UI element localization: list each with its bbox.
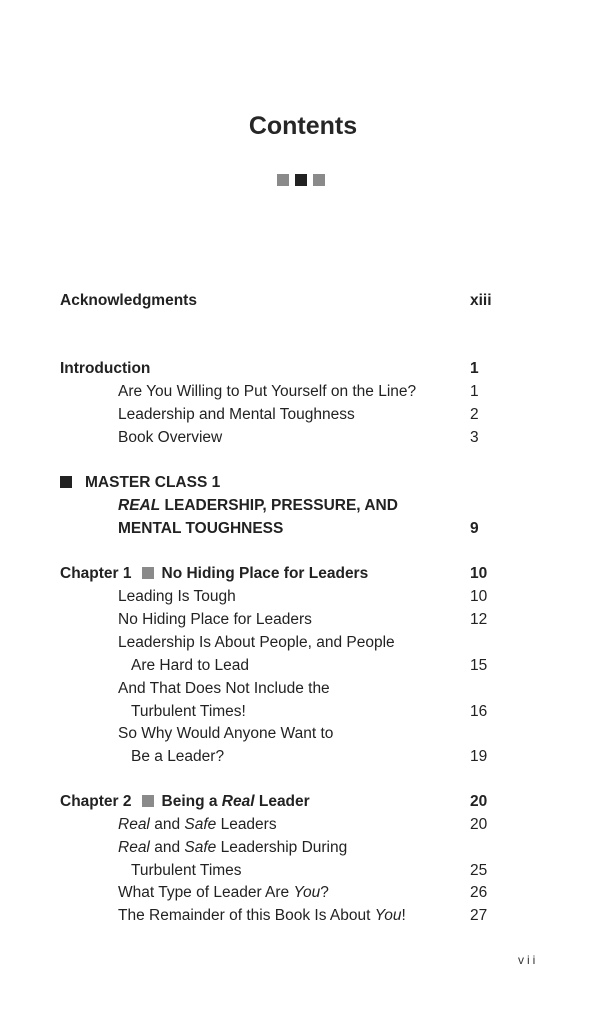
chapter-label: Chapter 1 (60, 565, 132, 582)
toc-subentry-continuation[interactable]: Are Hard to Lead (131, 657, 250, 674)
toc-page: 20 (470, 816, 488, 833)
text-run: and (149, 816, 185, 833)
italic-word: Real (118, 839, 150, 856)
toc-entry-introduction[interactable]: Introduction (60, 360, 151, 377)
italic-word: You (293, 884, 321, 901)
chapter-title: No Hiding Place for Leaders (161, 565, 369, 582)
toc-subentry[interactable] (118, 904, 406, 927)
toc-page: 25 (470, 862, 488, 879)
toc-page: 27 (470, 907, 488, 924)
toc-page: 1 (470, 383, 479, 400)
square-separator-icon (142, 567, 154, 579)
master-class-title-line1 (118, 494, 398, 517)
square-bullet-icon (60, 476, 72, 488)
text-run: ? (320, 884, 329, 901)
ornament-square-left (277, 174, 289, 186)
toc-subentry[interactable]: No Hiding Place for Leaders (118, 611, 312, 628)
toc-subentry[interactable]: Book Overview (118, 429, 223, 446)
ornament-square-right (313, 174, 325, 186)
text-run: What Type of Leader Are (118, 884, 294, 901)
text-run: Leaders (216, 816, 277, 833)
master-class-title-italic: REAL (118, 497, 161, 514)
toc-page-introduction: 1 (470, 360, 479, 377)
toc-page: 26 (470, 884, 488, 901)
toc-entry-master-class[interactable] (60, 471, 220, 494)
toc-page: 15 (470, 657, 488, 674)
toc-subentry[interactable] (118, 836, 347, 859)
toc-subentry[interactable]: Leadership and Mental Toughness (118, 406, 355, 423)
toc-subentry[interactable]: And That Does Not Include the (118, 680, 330, 697)
toc-page-chapter-1: 10 (470, 565, 488, 582)
toc-page: 19 (470, 748, 488, 765)
text-run: and (149, 839, 185, 856)
text-run: Leadership During (216, 839, 348, 856)
ornament-square-middle (295, 174, 307, 186)
toc-subentry[interactable] (118, 881, 329, 904)
text-run: ! (401, 907, 406, 924)
page-number: vii (518, 953, 539, 967)
page-title: Contents (248, 112, 358, 140)
chapter-label: Chapter 2 (60, 793, 132, 810)
chapter-title-post: Leader (254, 793, 310, 810)
toc-entry-chapter-2[interactable] (60, 790, 310, 813)
chapter-title-italic: Real (221, 793, 255, 810)
italic-word: Safe (184, 816, 217, 833)
toc-subentry[interactable]: So Why Would Anyone Want to (118, 725, 334, 742)
text-run: The Remainder of this Book Is About (118, 907, 375, 924)
toc-page-chapter-2: 20 (470, 793, 488, 810)
toc-page: 16 (470, 703, 488, 720)
chapter-title-pre: Being a (161, 793, 222, 810)
toc-subentry[interactable]: Leadership Is About People, and People (118, 634, 395, 651)
toc-page-acknowledgments: xiii (470, 292, 492, 309)
toc-page: 10 (470, 588, 488, 605)
master-class-title-line2: MENTAL TOUGHNESS (118, 520, 284, 537)
toc-subentry[interactable]: Are You Willing to Put Yourself on the Line? (118, 383, 417, 400)
toc-subentry-continuation[interactable]: Turbulent Times (131, 862, 242, 879)
toc-subentry-continuation[interactable]: Be a Leader? (131, 748, 225, 765)
master-class-title-rest: LEADERSHIP, PRESSURE, AND (160, 497, 398, 514)
square-separator-icon (142, 795, 154, 807)
italic-word: Real (118, 816, 150, 833)
toc-entry-acknowledgments[interactable]: Acknowledgments (60, 292, 197, 309)
italic-word: You (374, 907, 402, 924)
toc-page: 12 (470, 611, 488, 628)
toc-page: 3 (470, 429, 479, 446)
toc-page: 2 (470, 406, 479, 423)
toc-page-master-class: 9 (470, 520, 479, 537)
toc-subentry[interactable]: Leading Is Tough (118, 588, 236, 605)
master-class-label: MASTER CLASS 1 (85, 474, 221, 491)
toc-entry-chapter-1[interactable] (60, 562, 368, 585)
toc-subentry-continuation[interactable]: Turbulent Times! (131, 703, 246, 720)
italic-word: Safe (184, 839, 217, 856)
toc-subentry[interactable] (118, 813, 277, 836)
